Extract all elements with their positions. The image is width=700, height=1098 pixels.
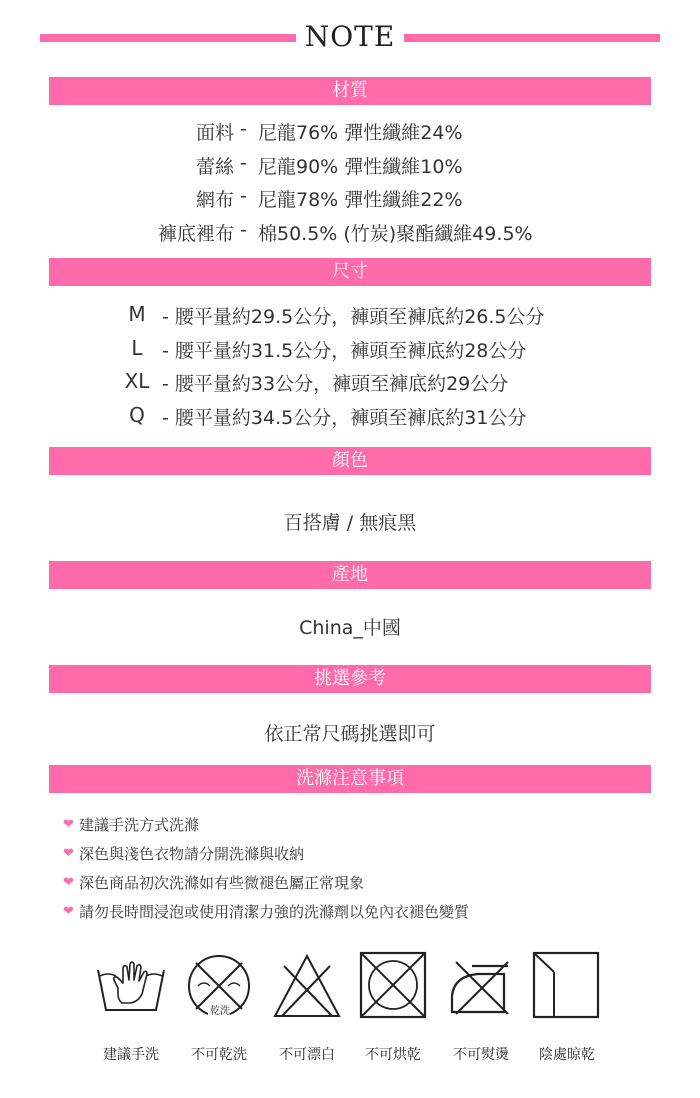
heart-icon: ❤	[63, 817, 74, 832]
care-text: 建議手洗方式洗滌	[79, 816, 200, 834]
material-value: 尼龍78% 彈性纖維22%	[258, 189, 463, 211]
shade-dry-label: 陰處晾乾	[539, 1047, 595, 1063]
material-dash: -	[240, 152, 247, 174]
size-measure: - 腰平量約33公分，褲頭至褲底約29公分	[162, 373, 509, 395]
material-label: 蕾絲	[195, 156, 234, 178]
section-size-header: 尺寸	[49, 258, 651, 286]
care-text: 請勿長時間浸泡或使用清潔力強的洗滌劑以免內衣褪色變質	[79, 903, 470, 921]
title-line-left	[40, 34, 296, 42]
origin-value: China_中國	[299, 617, 401, 639]
shade-dry-icon	[532, 950, 602, 1020]
no-dry-clean-label: 不可乾洗	[191, 1047, 247, 1063]
material-dash: -	[240, 185, 247, 207]
material-dash: -	[240, 219, 247, 241]
material-row	[0, 118, 700, 144]
list-item	[63, 810, 469, 839]
heart-icon: ❤	[63, 875, 74, 890]
material-value: 尼龍76% 彈性纖維24%	[258, 122, 463, 144]
hand-wash-label: 建議手洗	[103, 1047, 159, 1063]
hand-wash-icon	[96, 950, 166, 1020]
material-value: 棉50.5% (竹炭)聚酯纖維49.5%	[258, 223, 533, 245]
size-row	[117, 403, 597, 429]
size-label: XL	[124, 369, 150, 393]
material-row	[0, 219, 700, 245]
title-line-right	[404, 34, 660, 42]
heart-icon: ❤	[63, 904, 74, 919]
care-text: 深色商品初次洗滌如有些微褪色屬正常現象	[79, 874, 365, 892]
page-title: NOTE	[304, 20, 396, 53]
care-text: 深色與淺色衣物請分開洗滌與收納	[79, 845, 305, 863]
material-label: 網布	[195, 189, 234, 211]
section-origin-header: 產地	[49, 561, 651, 589]
list-item	[63, 868, 469, 897]
choose-value: 依正常尺碼挑選即可	[264, 723, 436, 745]
no-bleach-icon	[272, 950, 342, 1020]
material-row	[0, 152, 700, 178]
no-iron-label: 不可熨燙	[453, 1047, 509, 1063]
section-care-header: 洗滌注意事項	[49, 765, 651, 793]
section-choose-header: 挑選參考	[49, 665, 651, 693]
heart-icon: ❤	[63, 846, 74, 861]
no-tumble-dry-label: 不可烘乾	[365, 1047, 421, 1063]
section-material-header: 材質	[49, 77, 651, 105]
size-row	[117, 336, 597, 362]
note-header	[0, 18, 700, 58]
size-label: L	[131, 336, 143, 360]
no-bleach-label: 不可漂白	[279, 1047, 335, 1063]
material-label: 面料	[195, 122, 234, 144]
size-label: Q	[129, 403, 145, 427]
dry-clean-inner-text: 乾洗	[210, 1006, 230, 1017]
size-measure: - 腰平量約29.5公分，褲頭至褲底約26.5公分	[162, 306, 545, 328]
list-item	[63, 897, 469, 926]
care-symbols	[0, 946, 700, 1086]
list-item	[63, 839, 469, 868]
material-dash: -	[240, 118, 247, 140]
material-row	[0, 185, 700, 211]
section-color-header: 顏色	[49, 447, 651, 475]
material-value: 尼龍90% 彈性纖維10%	[258, 156, 463, 178]
no-tumble-dry-icon	[358, 950, 428, 1020]
material-label: 褲底裡布	[157, 223, 234, 245]
size-row	[117, 302, 597, 328]
care-list	[63, 810, 469, 926]
size-label: M	[128, 302, 146, 326]
size-measure: - 腰平量約34.5公分，褲頭至褲底約31公分	[162, 407, 527, 429]
color-value: 百搭膚 / 無痕黑	[283, 512, 417, 534]
no-iron-icon	[446, 950, 516, 1020]
size-measure: - 腰平量約31.5公分，褲頭至褲底約28公分	[162, 340, 527, 362]
size-row	[117, 369, 597, 395]
